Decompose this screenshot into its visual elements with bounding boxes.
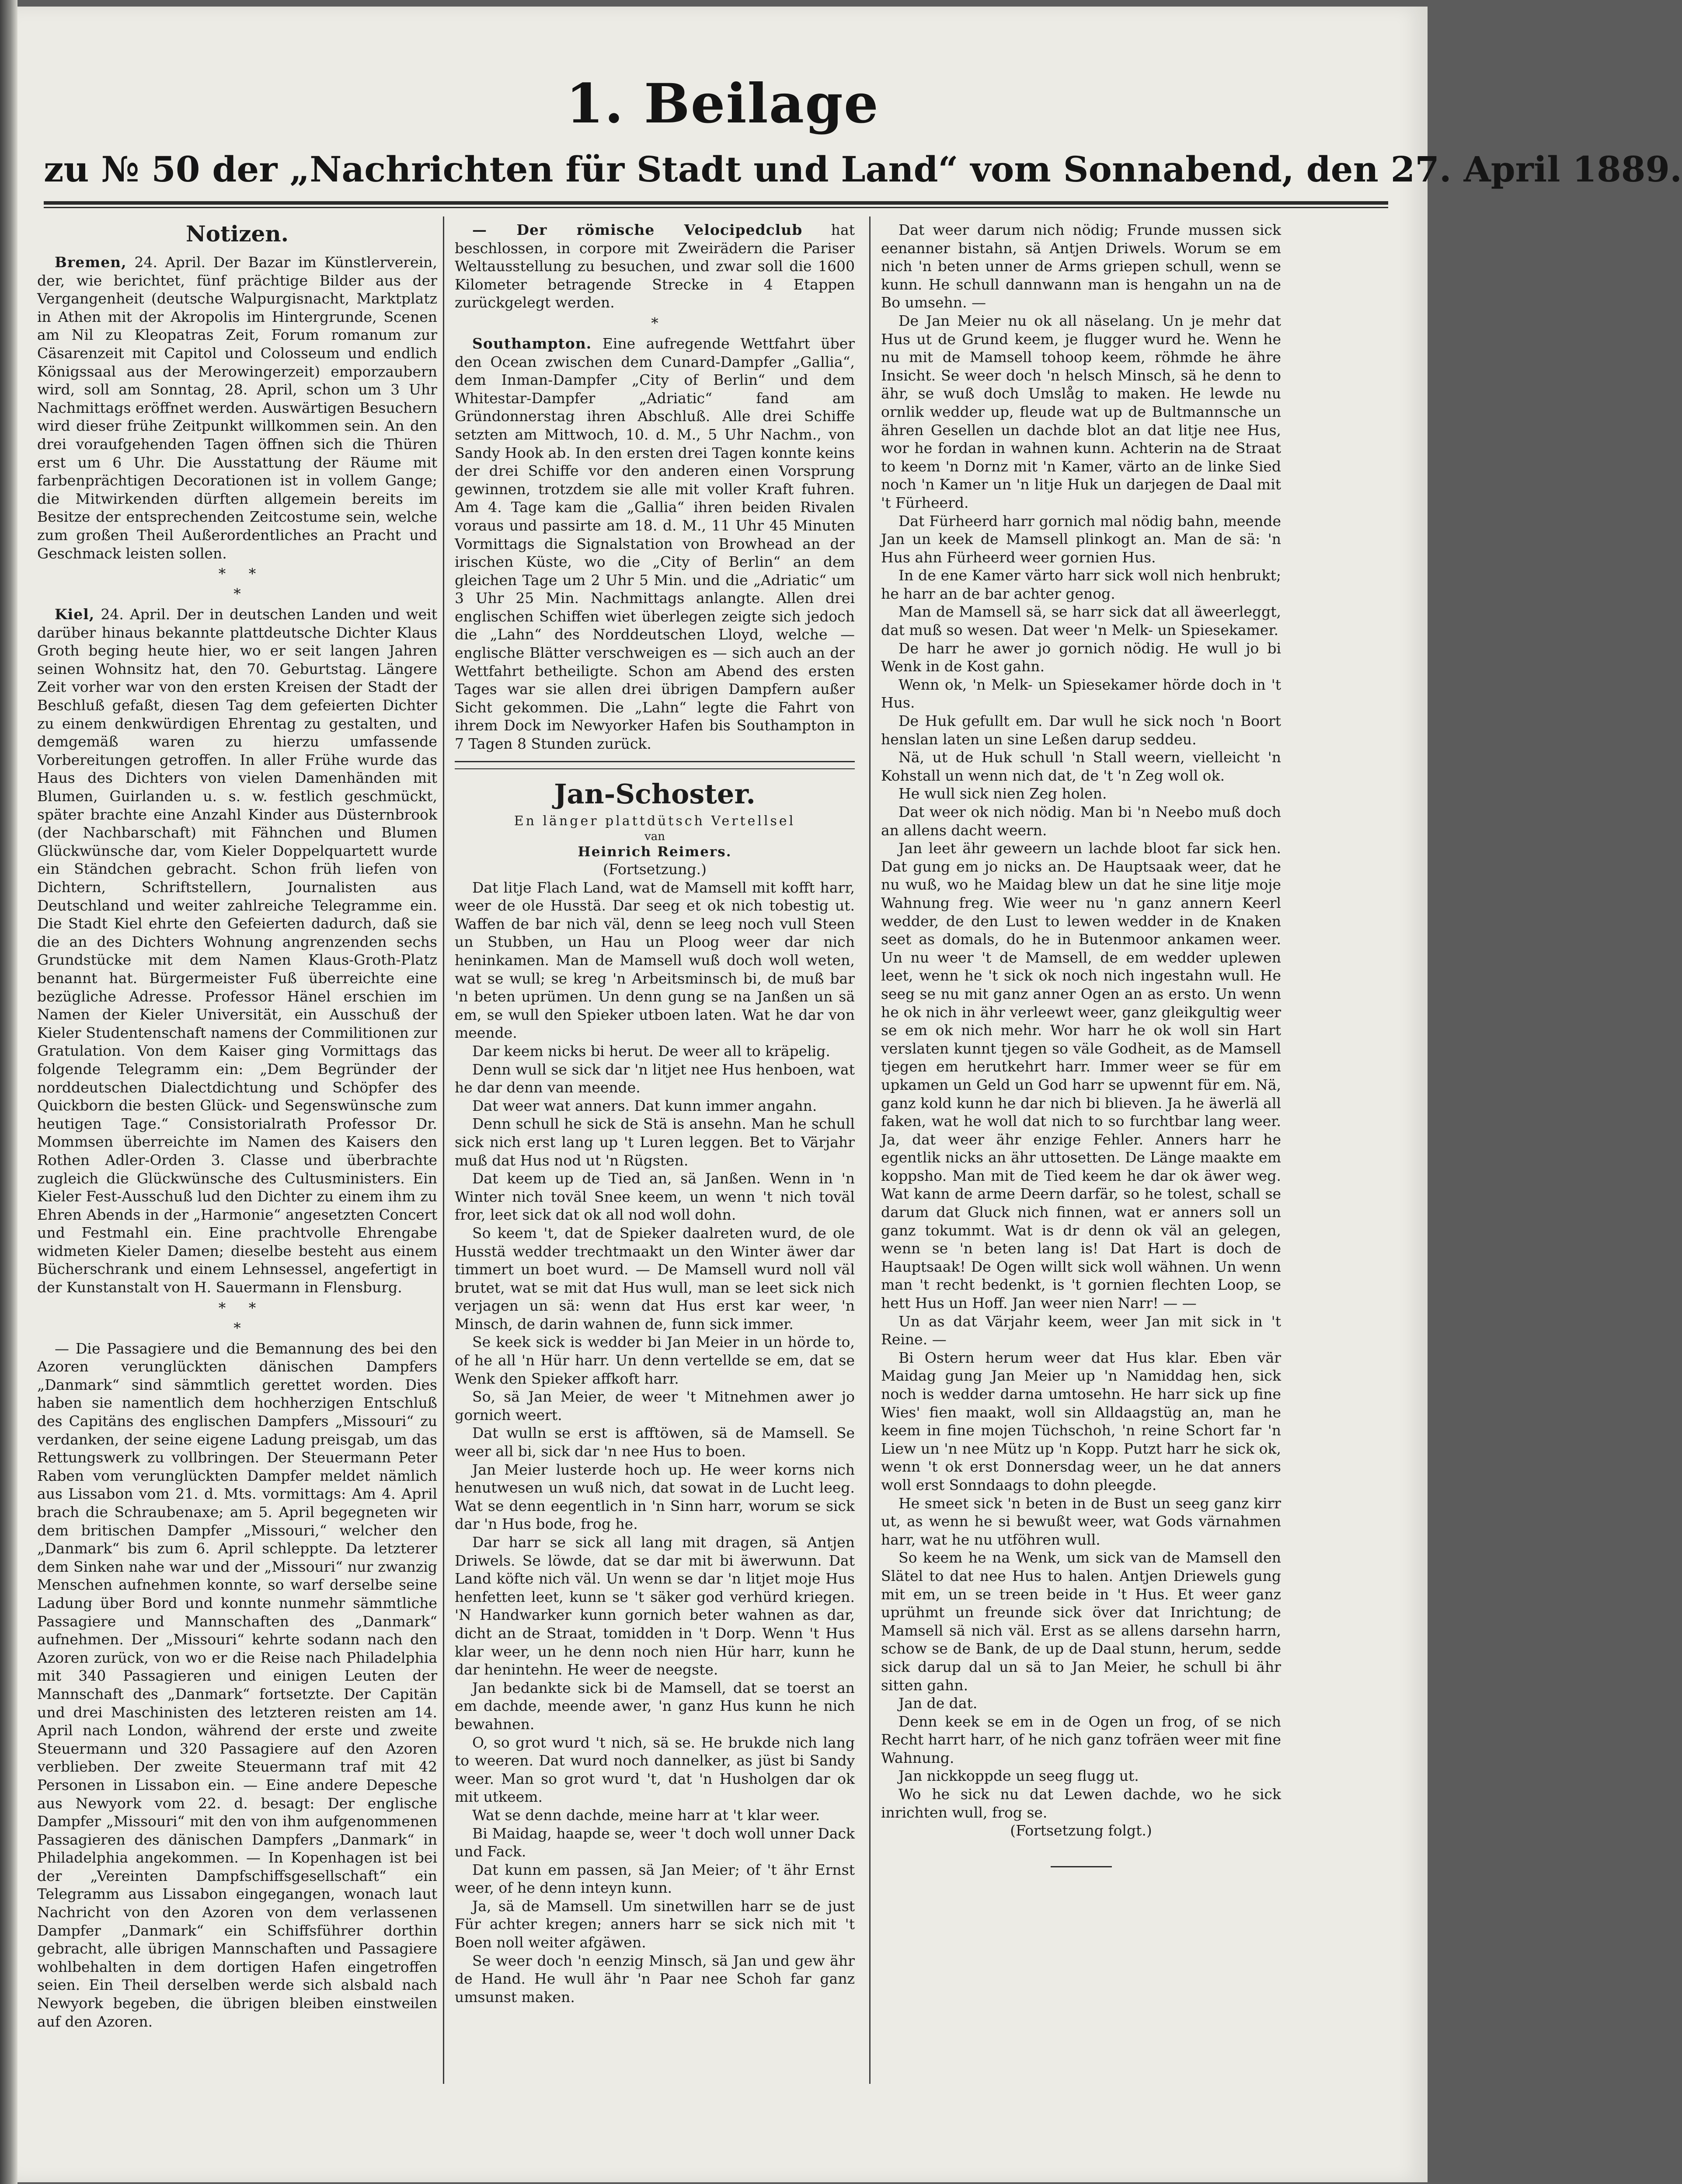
separator-star: * — [233, 1319, 241, 1336]
story-paragraph: (Fortsetzung folgt.) — [1010, 1822, 1152, 1839]
story-paragraph: So, sä Jan Meier, de weer 't Mitnehmen awer jo gornich weert. — [455, 1388, 855, 1423]
story-paragraph: He wull sick nien Zeg holen. — [898, 785, 1107, 802]
separator-star: * * — [218, 1299, 256, 1316]
story-body-continued — [881, 221, 1281, 1840]
story-paragraph: Denn keek se em in de Ogen un frog, of se nich Recht harrt harr, of he nich ganz tofräen weer mit fine Wahnung. — [881, 1713, 1281, 1766]
story-paragraph: So keem he na Wenk, um sick van de Mamsell den Slätel to dat nee Hus to halen. Antjen Driewels gung mit em, un se treen beide in 't Hus. Et weer ganz uprühmt un freunde sick över dat Inrichtung; de Mamsell sä nich väl. Erst as se allens darsehn harrn, schow se de Bank, de up de Daal stunn, herum, sedde sick darup dal un sä to Jan Meier, he schull bi ähr sitten gahn. — [881, 1549, 1281, 1694]
column-3 — [881, 221, 1281, 2084]
article-lead: — Der römische Velocipedclub — [472, 221, 803, 238]
story-paragraph: Dat litje Flach Land, wat de Mamsell mit kofft harr, weer de ole Husstä. Dar seeg et ok nich tobestig ut. Waffen de bar nich väl, denn se leeg noch vull Steen un Stubben, un Hau un Ploog weer dar nich heninkamen. Man de Mamsell wuß doch woll weten, wat se wull; se kreg 'n Arbeitsminsch bi, de muß bar 'n beten uprümen. Un denn gung se na Janßen un sä em, se wull den Spieker utboen laten. Wat he dar von meende. — [455, 879, 855, 1042]
article-bremen — [37, 253, 437, 562]
column-rule-1 — [443, 216, 444, 2084]
newspaper-page — [17, 7, 1682, 2182]
column-1 — [37, 221, 437, 2084]
end-rule — [1051, 1866, 1112, 1867]
story-paragraph: Bi Ostern herum weer dat Hus klar. Eben vär Maidag gung Jan Meier up 'n Namiddag hen, sick noch is wedder darna umtosehn. He harr sick up fine Wies' fien maakt, woll sin Alldaagstüg an, man he keem in fine mojen Tüchschoh, 'n reine Schort far 'n Liew un 'n nee Mütz up 'n Kopp. Putzt harr he sick ok, wenn 't ok erst Donnersdag weer, un he dat anners woll erst Sonndaags to dohn pleegde. — [881, 1349, 1281, 1493]
section-heading-notizen: Notizen. — [185, 221, 289, 247]
story-paragraph: De harr he awer jo gornich nödig. He wull jo bi Wenk in de Kost gahn. — [881, 639, 1281, 675]
story-title: Jan-Schoster. — [554, 778, 756, 810]
column-2 — [455, 221, 855, 2084]
issue-subtitle: zu № 50 der „Nachrichten für Stadt und Land“ vom Sonnabend, den 27. April 1889. — [44, 149, 1682, 190]
story-subtitle: En länger plattdütsch Vertellsel — [514, 813, 796, 829]
article-kiel — [37, 605, 437, 1297]
story-author: Heinrich Reimers. — [578, 844, 732, 860]
article-text: — Die Passagiere und die Bemannung des bei den Azoren verunglückten dänischen Dampfers „Danmark“ sind sämmtlich gerettet worden. Dies haben sie namentlich dem hochherzigen Entschluß des Capitäns des englischen Dampfers „Missouri“ zu verdanken, der seine eigene Ladung preisgab, um das Rettungswerk zu vollbringen. Der Steuermann Peter Raben vom verunglückten Dampfer meldet nämlich aus Lissabon vom 21. d. Mts. vormittags: Am 4. April brach die Schraubenaxe; am 5. April begegneten wir dem britischen Dampfer „Missouri,“ welcher den „Danmark“ bis zum 6. April schleppte. Da letzterer dem Sinken nahe war und der „Missouri“ nur zwanzig Menschen aufnehmen konnte, so warf derselbe seine Ladung über Bord und konnte nunmehr sämmtliche Passagiere und Mannschaften des „Danmark“ aufnehmen. Der „Missouri“ kehrte sodann nach den Azoren zurück, von wo er die Reise nach Philadelphia mit 340 Passagieren und einigen Leuten der Mannschaft des „Danmark“ fortsetzte. Der Capitän und drei Maschinisten des letzteren reisten am 14. April nach London, während der erste und zweite Steuermann und 320 Passagiere auf den Azoren verblieben. Der zweite Steuermann traf mit 42 Personen in Lissabon ein. — Eine andere Depesche aus Newyork vom 22. d. besagt: Der englische Dampfer „Missouri“ mit den von ihm aufgenommenen Passagieren des dänischen Dampfers „Danmark“ in Philadelphia angekommen. — In Kopenhagen ist bei der „Vereinten Dampfschiffsgesellschaft“ ein Telegramm aus Lissabon eingegangen, wonach laut Nachricht von den Azoren von dem verlassenen Dampfer „Danmark“ ein Schiffsführer dorthin gebracht, alle übrigen Mannschaften und Passagiere wohlbehalten in dem dortigen Hafen eingetroffen seien. Ein Theil derselben werde sich alsbald nach Newyork begeben, die übrigen bleiben einstweilen auf den Azoren. — [37, 1340, 437, 2030]
story-paragraph: Dat keem up de Tied an, sä Janßen. Wenn in 'n Winter nich toväl Snee keem, un wenn 't nich toväl fror, leet sick dat ok all nod woll dohn. — [455, 1170, 855, 1224]
article-southampton — [455, 335, 855, 753]
story-paragraph: Denn wull se sick dar 'n litjet nee Hus henboen, wat he dar denn van meende. — [455, 1061, 855, 1096]
article-lead: Bremen, — [55, 254, 127, 271]
story-paragraph: Dat wulln se erst is afftöwen, sä de Mamsell. Se weer all bi, sick dar 'n nee Hus to boen. — [455, 1424, 855, 1460]
story-paragraph: Se weer doch 'n eenzig Minsch, sä Jan und gew ähr de Hand. He wull ähr 'n Paar nee Schoh far ganz umsunst maken. — [455, 1952, 855, 2006]
separator-star: * — [651, 314, 658, 331]
story-paragraph: Nä, ut de Huk schull 'n Stall weern, vielleicht 'n Kohstall un wenn nich dat, de 't 'n Zeg woll ok. — [881, 749, 1281, 784]
story-paragraph: Un as dat Värjahr keem, weer Jan mit sick in 't Reine. — — [881, 1312, 1281, 1348]
story-paragraph: Jan bedankte sick bi de Mamsell, dat se toerst an em dachde, meende awer, 'n ganz Hus kunn he nich bewahnen. — [455, 1679, 855, 1733]
article-velocipedclub — [455, 221, 855, 312]
story-paragraph: Jan de dat. — [898, 1695, 978, 1712]
column-rule-2 — [869, 216, 871, 2084]
story-paragraph: Se keek sick is wedder bi Jan Meier in un hörde to, of he all 'n Hür harr. Un denn vertellde se em, dat se Wenk den Spieker affkoft harr. — [455, 1333, 855, 1387]
separator-star: * * — [218, 565, 256, 583]
story-paragraph: Dat weer wat anners. Dat kunn immer angahn. — [472, 1097, 817, 1114]
story-paragraph: Dat weer ok nich nödig. Man bi 'n Neebo muß doch an allens dacht weern. — [881, 803, 1281, 839]
story-paragraph: Wo he sick nu dat Lewen dachde, wo he sick inrichten wull, frog se. — [881, 1786, 1281, 1821]
article-text: 24. April. Der in deutschen Landen und weit darüber hinaus bekannte plattdeutsche Dichter Klaus Groth beging heute hier, wo er seit langen Jahren seinen Wohnsitz hat, den 70. Geburtstag. Längere Zeit vorher war von den ersten Kreisen der Stadt der Beschluß gefaßt, diesen Tag dem gefeierten Dichter zu einem denkwürdigen Ehrentag zu gestalten, und demgemäß waren zu hierzu umfassende Vorbereitungen getroffen. In aller Frühe wurde das Haus des Dichters von vielen Damenhänden mit Blumen, Guirlanden u. s. w. festlich geschmückt, später brachte eine Anzahl Kinder aus Düsternbrook (der Nachbarschaft) mit Fähnchen und Blumen Glückwünsche dar, vom Kieler Doppelquartett wurde ein Ständchen gebracht. Schon früh liefen von Dichtern, Schriftstellern, Journalisten aus Deutschland und weiter zahlreiche Telegramme ein. Die Stadt Kiel ehrte den Gefeierten dadurch, daß sie die an des Dichters Wohnung angrenzenden sechs Grundstücke mit dem Namen Klaus-Groth-Platz benannt hat. Bürgermeister Fuß überreichte eine bezügliche Adresse. Professor Hänel erschien im Namen der Kieler Universität, ein Ausschuß der Kieler Studentenschaft namens der Commilitionen zur Gratulation. Von dem Kaiser ging Vormittags das folgende Telegramm ein: „Dem Begründer der norddeutschen Dialectdichtung und Schöpfer des Quickborn die besten Glück- und Segenswünsche zum heutigen Tage.“ Consistorialrath Professor Dr. Mommsen überreichte im Namen des Kaisers den Rothen Adler-Orden 3. Classe und überbrachte zugleich die Glückwünsche des Cultusministers. Ein Kieler Fest-Ausschuß lud den Dichter zu einem ihm zu Ehren Abends in der „Harmonie“ angesetzten Concert und Festmahl ein. Eine prachtvolle Ehrengabe widmeten Kieler Damen; dieselbe besteht aus einem Bücherschrank und einem Lehnsessel, angefertigt in der Kunstanstalt von H. Sauermann in Flensburg. — [37, 606, 437, 1296]
story-paragraph: Wat se denn dachde, meine harr at 't klar weer. — [472, 1806, 820, 1824]
story-paragraph: So keem 't, dat de Spieker daalreten wurd, de ole Husstä wedder trechtmaakt un den Winter äwer dar timmert un boet wurd. — De Mamsell wurd noll väl brutet, wat se mit dat Hus wull, man se leet sick nich verjagen un sä: wenn dat Hus erst kar weer, 'n Minsch, de darin wahnen de, funn sick immer. — [455, 1224, 855, 1333]
story-body — [455, 879, 855, 2006]
story-paragraph: Dat Fürheerd harr gornich mal nödig bahn, meende Jan un keek de Mamsell plinkogt an. Man de sä: 'n Hus ahn Fürheerd weer gornien Hus. — [881, 512, 1281, 566]
article-text: Eine aufregende Wettfahrt über den Ocean zwischen dem Cunard-Dampfer „Gallia“, dem Inman-Dampfer „City of Berlin“ und dem Whitestar-Dampfer „Adriatic“ fand am Gründonnerstag ihren Abschluß. Alle drei Schiffe setzten am Mittwoch, 10. d. M., 5 Uhr Nachm., von Sandy Hook ab. In den ersten drei Tagen konnte keins der drei Schiffe vor den anderen einen Vorsprung gewinnen, trotzdem sie alle mit voller Kraft fuhren. Am 4. Tage kam die „Gallia“ ihren beiden Rivalen voraus und passirte am 18. d. M., 11 Uhr 45 Minuten Vormittags die Signalstation von Browhead an der irischen Küste, wo die „City of Berlin“ an dem gleichen Tage um 2 Uhr 5 Min. und die „Adriatic“ um 3 Uhr 25 Min. Nachmittags anlangte. Allen drei englischen Schiffen wiet überlegen zeigte sich jedoch die „Lahn“ des Norddeutschen Lloyd, welche — englische Blätter verschweigen es — sich auch an der Wettfahrt betheiligte. Schon am Abend des ersten Tages war sie allen drei übrigen Dampfern außer Sicht gekommen. Die „Lahn“ legte die Fahrt von ihrem Dock im Newyorker Hafen bis Southampton in 7 Tagen 8 Stunden zurück. — [455, 335, 855, 753]
header-rule-thin — [44, 207, 1388, 208]
story-paragraph: O, so grot wurd 't nich, sä se. He brukde nich lang to weeren. Dat wurd noch dannelker, as jüst bi Sandy weer. Man so grot wurd 't, dat 'n Husholgen dar ok mit utkeem. — [455, 1734, 855, 1806]
separator-star: * — [233, 585, 241, 603]
story-paragraph: Dar harr se sick all lang mit dragen, sä Antjen Driwels. Se löwde, dat se dar mit bi äwerwunn. Dat Land köfte nich väl. Un wenn se dar 'n litjet moje Hus henfetten leet, kunn se 't säker god verhürd kriegen. 'N Handwarker kunn gornich beter wahnen as dar, dicht an de Straat, tomidden in 't Dorp. Wenn 't Hus klar weer, un he denn noch nien Hür harr, kunn he dar henintehn. He weer de neegste. — [455, 1534, 855, 1678]
supplement-title: 1. Beilage — [566, 72, 879, 136]
article-danmark — [37, 1340, 437, 2031]
article-text: hat beschlossen, in corpore mit Zweirädern die Pariser Weltausstellung zu besuchen, und zwar soll die 1600 Kilometer betragende Strecke in 4 Etappen zurückgelegt werden. — [455, 221, 855, 311]
story-paragraph: Dat kunn em passen, sä Jan Meier; of 't ähr Ernst weer, of he denn inteyn kunn. — [455, 1861, 855, 1897]
story-paragraph: Bi Maidag, haapde se, weer 't doch woll unner Dack und Fack. — [455, 1825, 855, 1860]
story-paragraph: De Huk gefullt em. Dar wull he sick noch 'n Boort henslan laten un sine Leßen darup seddeu. — [881, 712, 1281, 748]
article-lead: Kiel, — [55, 606, 95, 623]
story-paragraph: Dat weer darum nich nödig; Frunde mussen sick eenanner bistahn, sä Antjen Driwels. Worum se em nich 'n beten unner de Arms griepen schull, wenn se kunn. He schull dannwann man is hengahn un na de Bo umsehn. — — [881, 221, 1281, 311]
story-continuation: (Fortsetzung.) — [603, 860, 707, 878]
story-paragraph: He smeet sick 'n beten in de Bust un seeg ganz kirr ut, as wenn he si bewußt weer, wat Gods värnahmen harr, wat he nu utföhren wull. — [881, 1494, 1281, 1548]
story-paragraph: Man de Mamsell sä, se harr sick dat all äweerleggt, dat muß so wesen. Dat weer 'n Melk- un Spiesekamer. — [881, 603, 1281, 639]
section-rule — [455, 761, 855, 762]
article-lead: Southampton. — [472, 335, 592, 352]
story-paragraph: Denn schull he sick de Stä is ansehn. Man he schull sick nich erst lang up 't Luren leggen. Bet to Värjahr muß dat Hus nod ut 'n Rügsten. — [455, 1115, 855, 1169]
article-text: 24. April. Der Bazar im Künstlerverein, der, wie berichtet, fünf prächtige Bilder aus der Vergangenheit (deutsche Walpurgisnacht, Marktplatz in Athen mit der Akropolis im Hintergrunde, Scenen am Nil zu Kleopatras Zeit, Forum romanum zur Cäsarenzeit mit Capitol und Colosseum und endlich Königssaal aus der Merowingerzeit) emporzaubern wird, soll am Sonntag, 28. April, schon um 3 Uhr Nachmittags eröffnet werden. Auswärtigen Besuchern wird dieser frühe Zeitpunkt willkommen sein. An den drei voraufgehenden Tagen öffnen sich die Thüren erst um 6 Uhr. Die Ausstattung der Räume mit farbenprächtigen Decorationen ist in vollem Gange; die Mitwirkenden dürften allgemein bereits im Besitze der entsprechenden Zeitcostume sein, welche zum großen Theil Außerordentliches an Pracht und Geschmack leisten sollen. — [37, 254, 437, 562]
header-rule-thick — [44, 201, 1388, 205]
section-rule-thin — [455, 768, 855, 769]
story-van: van — [644, 830, 665, 843]
story-paragraph: Wenn ok, 'n Melk- un Spiesekamer hörde doch in 't Hus. — [881, 676, 1281, 712]
story-paragraph: Jan nickkoppde un seeg flugg ut. — [898, 1767, 1139, 1785]
previous-page-edge — [0, 0, 17, 2184]
story-paragraph: In de ene Kamer värto harr sick woll nich henbrukt; he harr an de bar achter genog. — [881, 567, 1281, 602]
story-paragraph: Dar keem nicks bi herut. De weer all to kräpelig. — [472, 1042, 830, 1060]
story-paragraph: Jan leet ähr geweern un lachde bloot far sick hen. Dat gung em jo nicks an. De Hauptsaak weer, dat he nu wuß, wo he Maidag blew un dat he sine litje moje Wahnung freg. Wie weer nu 'n ganz annern Keerl wedder, de den Lust to lewen wedder in de Knaken seet as domals, do he in Butenmoor ankamen weer. Un nu weer 't de Mamsell, de em wedder uplewen leet, wenn he 't sick ok noch nich ingestahn wull. He seeg se nu mit ganz anner Ogen an as ersto. Un wenn he ok nich in ähr verleewt weer, ganz gleikgultig weer se em ok nich mehr. Wor harr he ok woll sin Hart verslaten kunnt tjegen so väle Godheit, as de Mamsell tjegen em herutkehrt harr. Immer weer se für em upkamen un Geld un God harr se upwennt für em. Nä, ganz kold kunn he dar nich bi blieven. Ja he äwerlä all faken, wat he woll dat nich to so furchtbar lang weer. Ja, dat weer ähr enzige Fehler. Anners harr he egentlik nicks an ähr uttosetten. De Länge maakte em koppsho. Man mit de Tied keem he dar ok äwer weg. Wat kann de arme Deern darfär, so he tolest, schall se darum dat Gluck nich finnen, wat er anners soll un ganz tokummt. Wat is dr denn ok väl an gelegen, wenn se 'n beten lang is! Dat Hart is doch de Hauptsaak! De Ogen willt sick woll wähnen. Un wenn man 't recht bedenkt, is 't gornien flechten Loop, se hett Hus un Hoff. Jan weer nien Narr! — — — [881, 840, 1281, 1312]
story-paragraph: De Jan Meier nu ok all näselang. Un je mehr dat Hus ut de Grund keem, je flugger wurd he. Wenn he nu mit de Mamsell tohoop keem, röhmde he ähre Insicht. Se weer doch 'n helsch Minsch, sä he denn to ähr, se wuß doch Umslåg to maken. He lewde nu ornlik wedder up, fleude wat up de Bultmannsche un ähren Gesellen un dachde blot an dat litje nee Hus, wor he fordan in wahnen kunn. Achterin na de Straat to keem 'n Dornz mit 'n Kamer, värto an de linke Sied noch 'n Kamer un 'n litje Huk un darjegen de Daal mit 't Fürheerd. — [881, 312, 1281, 511]
story-paragraph: Ja, sä de Mamsell. Um sinetwillen harr se de just Für achter kregen; anners harr se sick nich mit 't Boen noll weiter afgäwen. — [455, 1897, 855, 1951]
story-paragraph: Jan Meier lusterde hoch up. He weer korns nich henutwesen un wuß nich, dat sowat in de Lucht leeg. Wat se denn eegentlich in 'n Sinn harr, worum se sick dar 'n Hus bode, frog he. — [455, 1461, 855, 1533]
